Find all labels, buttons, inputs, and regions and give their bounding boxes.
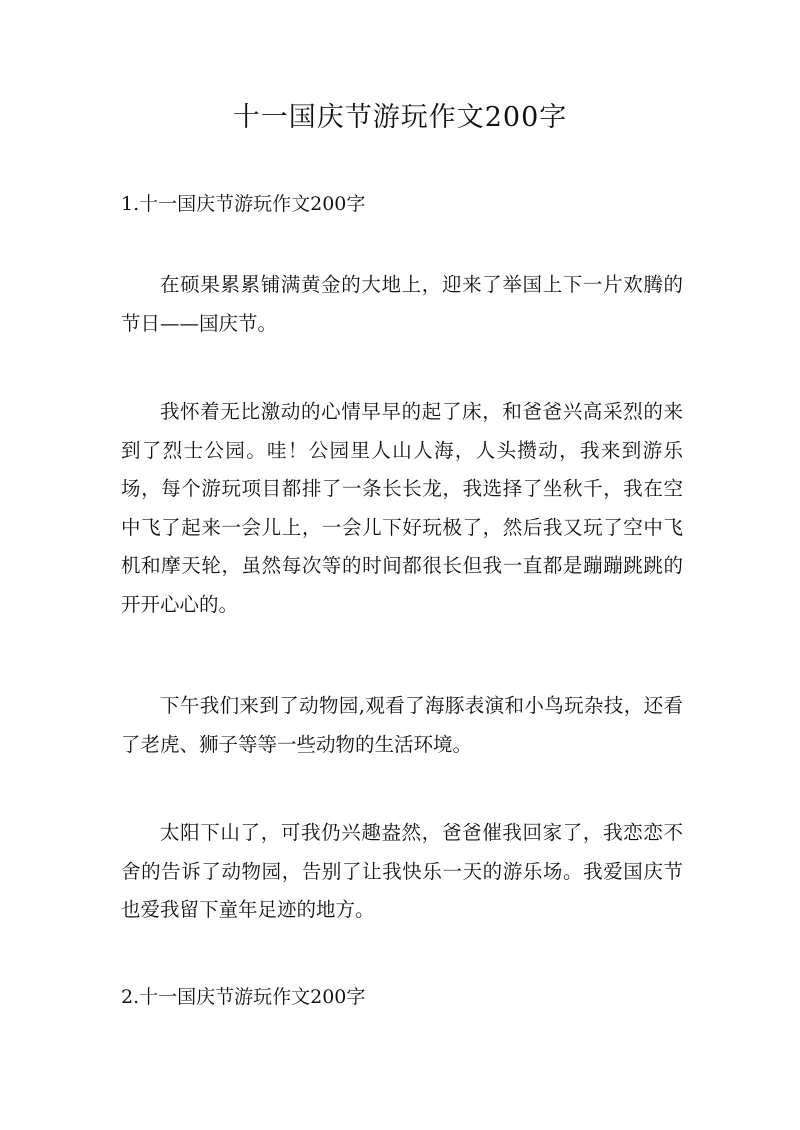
paragraph-4: 太阳下山了，可我仍兴趣盎然，爸爸催我回家了，我恋恋不舍的告诉了动物园，告别了让我快乐一天的游乐场。我爱国庆节也爱我留下童年足迹的地方。 [121,821,683,921]
paragraph-2: 我怀着无比激动的心情早早的起了床，和爸爸兴高采烈的来到了烈士公园。哇！公园里人山人海，人头攒动，我来到游乐场，每个游玩项目都排了一条长长龙，我选择了坐秋千，我在空中飞了起来一会儿上，一会儿下好玩极了，然后我又玩了空中飞机和摩天轮，虽然每次等的时间都很长但我一直都是蹦蹦跳跳的开开心心的。 [121,400,683,616]
section-heading-2: 2.十一国庆节游玩作文200字 [121,986,366,1008]
paragraph-1: 在硕果累累铺满黄金的大地上，迎来了举国上下一片欢腾的节日——国庆节。 [121,273,683,335]
document-title: 十一国庆节游玩作文200字 [232,102,568,133]
paragraph-3: 下午我们来到了动物园,观看了海豚表演和小鸟玩杂技，还看了老虎、狮子等等一些动物的生活环境。 [121,694,683,756]
section-heading-1: 1.十一国庆节游玩作文200字 [121,193,366,215]
